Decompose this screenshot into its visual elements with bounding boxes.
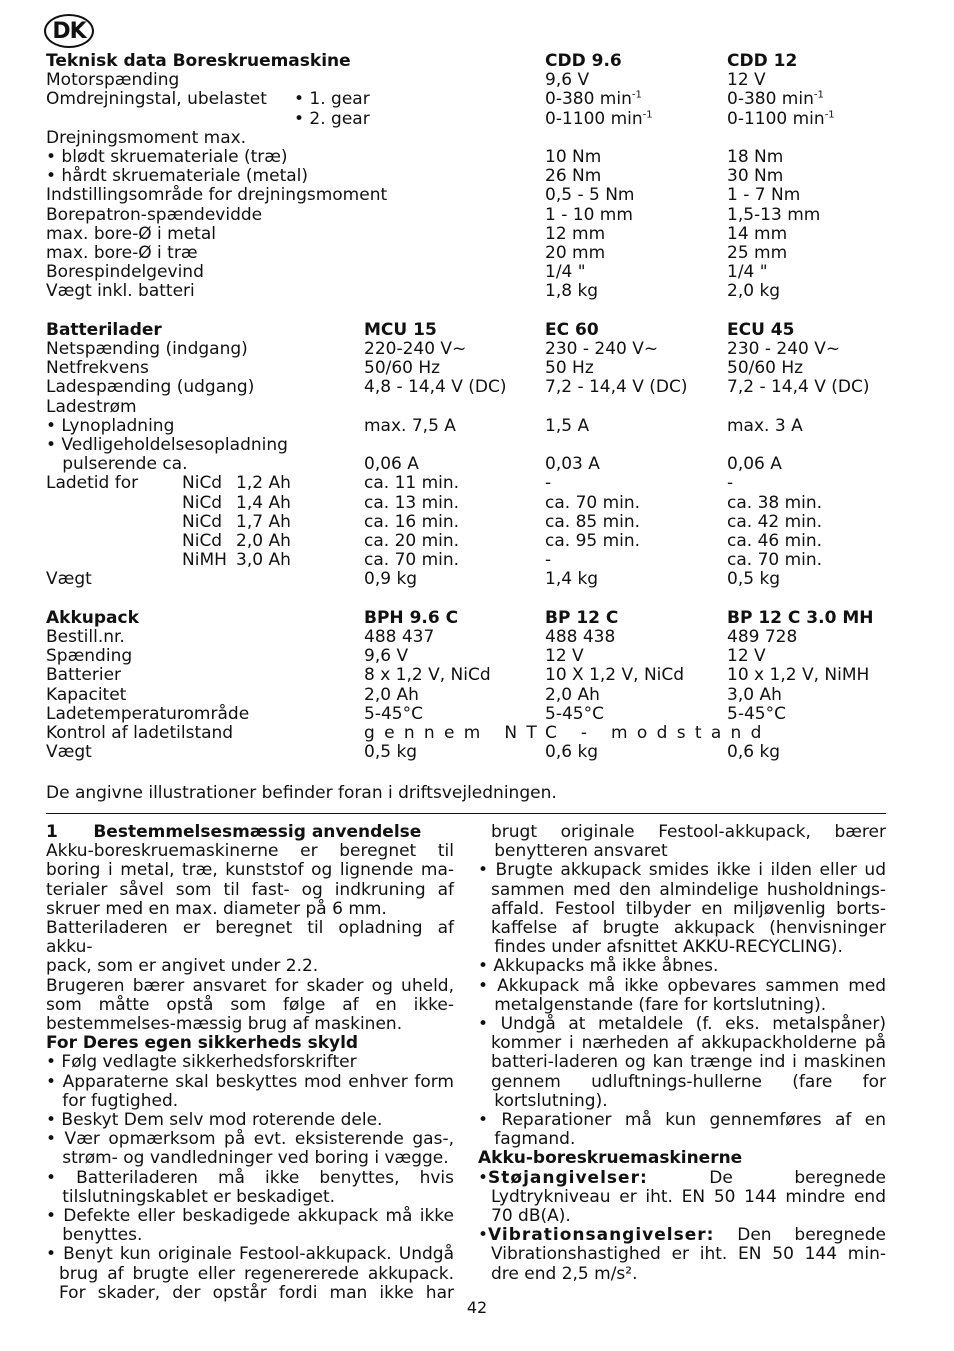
text-line: fagmand. [478, 1129, 576, 1150]
tech-row-value: 9,6 V [545, 70, 590, 91]
text-line: • Vær opmærksom på evt. eksisterende gas-, [46, 1129, 454, 1150]
tech-row-value: 0-380 min [727, 89, 814, 110]
charge-time-value: - [545, 550, 552, 571]
pack-row-value: 3,0 Ah [727, 684, 782, 705]
tech-row-value: 1,8 kg [545, 281, 599, 302]
pack-row-value: 9,6 V [364, 646, 409, 667]
pack-row-value: 12 V [727, 646, 766, 667]
text-line: • Batteriladeren må ikke benyttes, hvis [46, 1167, 454, 1188]
charger-header-mcu15: MCU 15 [364, 319, 437, 340]
tech-title: Teknisk data Boreskruemaskine [46, 51, 351, 71]
text-line: bestemmelses-mæssig brug af maskinen. [46, 1014, 403, 1035]
spec-line [478, 1226, 886, 1245]
battery-type: NiCd [182, 511, 223, 532]
rpm-value [545, 90, 642, 109]
language-code: DK [52, 18, 86, 44]
bullet: • [478, 1225, 489, 1246]
tech-row-value: 1 - 10 mm [545, 204, 633, 225]
text-line: • Akkupacks må ikke åbnes. [478, 956, 719, 977]
noise-vibration-item [478, 1169, 886, 1227]
text-line: kortslutning). [478, 1090, 608, 1111]
charger-row-value: 230 - 240 V~ [727, 339, 841, 359]
charger-weight-value: 0,9 kg [364, 569, 418, 590]
rpm-unit-exponent: -1 [824, 108, 835, 120]
text-line: terialer såvel som til fast- og indkruning af [46, 879, 454, 900]
charge-time-value: ca. 70 min. [545, 492, 641, 513]
text-line: • Apparaterne skal beskyttes mod enhver form [46, 1071, 454, 1092]
charge-time-value: ca. 20 min. [364, 531, 460, 551]
tech-row-value: 26 Nm [545, 166, 602, 187]
section-heading: Akku-boreskruemaskinerne [478, 1148, 743, 1169]
text-line: findes under afsnittet AKKU-RECYCLING). [478, 937, 843, 958]
pack-header-bph96c: BPH 9.6 C [364, 607, 459, 628]
tech-row-value: 18 Nm [727, 147, 784, 167]
charge-time-value: ca. 46 min. [727, 531, 823, 551]
charger-weight-value: 0,5 kg [727, 569, 781, 590]
right-column [478, 823, 886, 1284]
tech-row-label: max. bore-Ø i metal [46, 223, 216, 244]
noise-vibration-item [478, 1226, 886, 1284]
charger-row-value: 0,06 A [727, 454, 782, 475]
rpm-value [545, 110, 653, 129]
pack-row-value: 10 X 1,2 V, NiCd [545, 665, 685, 686]
text-line: som måtte opstå som følge af en ikke- [46, 994, 454, 1015]
charger-weight-label: Vægt [46, 569, 92, 590]
pack-row-value: 10 x 1,2 V, NiMH [727, 665, 870, 686]
pack-row-value: 2,0 Ah [545, 684, 600, 705]
spec-line: 70 dB(A). [491, 1206, 571, 1227]
tech-row-label: Drejningsmoment max. [46, 127, 247, 148]
charger-row-value: 50/60 Hz [364, 358, 441, 379]
rpm-value [727, 110, 835, 129]
charge-time-value: ca. 95 min. [545, 531, 641, 551]
text-line: Brugeren bærer ansvaret for skader og uheld, [46, 975, 454, 996]
battery-type: NiCd [182, 473, 223, 494]
tech-row-value: 1/4 " [727, 262, 768, 283]
text-line: strøm- og vandledninger ved boring i vægge. [46, 1148, 449, 1169]
tech-row-value: 2,0 kg [727, 281, 781, 302]
charger-row-value: 7,2 - 14,4 V (DC) [727, 377, 870, 398]
text-line: sammen med den almindelige husholdnings- [491, 879, 886, 900]
charger-row-label: • Vedligeholdelsesopladning [46, 435, 288, 455]
pack-ntc-label: Kontrol af ladetilstand [46, 723, 234, 743]
text-line: For skader, der opstår fordi man ikke har [59, 1282, 454, 1303]
charge-time-value: ca. 70 min. [364, 550, 460, 571]
text-line: • Følg vedlagte sikkerhedsforskrifter [46, 1052, 357, 1073]
tech-row-value: 0-1100 min [545, 108, 643, 129]
pack-row-label: Ladetemperaturområde [46, 703, 250, 724]
text-line: kommer i nærheden af akkupackholderne på [491, 1033, 886, 1054]
charger-weight-value: 1,4 kg [545, 569, 599, 590]
charger-row-label: Ladestrøm [46, 396, 137, 417]
charger-row-label: pulserende ca. [46, 454, 188, 475]
text-line: gennem udluftnings-hullerne (fare for [491, 1071, 886, 1092]
battery-capacity: 3,0 Ah [236, 550, 291, 571]
charger-row-value: 50/60 Hz [727, 358, 804, 379]
tech-row-value: 30 Nm [727, 166, 784, 187]
pack-row-value: 5-45°C [364, 703, 423, 724]
text-line: brug af brugte eller regenererede akkupack. [59, 1263, 454, 1284]
battery-type: NiMH [182, 550, 227, 571]
tech-row-value: 1,5-13 mm [727, 204, 821, 225]
charger-row-value: 230 - 240 V~ [545, 339, 659, 359]
spec-text: De beregnede [647, 1167, 886, 1188]
pack-title: Akkupack [46, 607, 139, 628]
section-heading: 1 Bestemmelsesmæssig anvendelse [46, 822, 422, 842]
charge-time-label: Ladetid for [46, 473, 139, 494]
text-line: • Akkupack må ikke opbevares sammen med [478, 975, 886, 996]
tech-row-value: 0-1100 min [727, 108, 825, 129]
pack-weight-value: 0,5 kg [364, 742, 418, 763]
text-line: benytteren ansvaret [478, 841, 668, 862]
text-line: kaffelse af brugte akkupack (henvisninger [491, 918, 886, 939]
pack-row-value: 489 728 [727, 627, 798, 647]
charger-title: Batterilader [46, 319, 162, 340]
spec-text: Den beregnede [714, 1225, 886, 1246]
language-badge [44, 14, 94, 48]
rpm-value [727, 90, 824, 109]
charger-row-value: 4,8 - 14,4 V (DC) [364, 377, 507, 398]
illustrations-note: De angivne illustrationer befinder foran i driftsvejledningen. [46, 783, 557, 803]
battery-type: NiCd [182, 531, 223, 551]
spec-line: Vibrationshastighed er iht. EN 50 144 min- [491, 1244, 886, 1265]
tech-row-value: 20 mm [545, 243, 606, 263]
tech-row-sublabel: • 1. gear [294, 89, 370, 110]
text-line: skruer med en max. diameter på 6 mm. [46, 898, 387, 919]
text-line: Batteriladeren er beregnet til opladning af akku- [46, 918, 454, 958]
spec-label: Vibrationsangivelser: [488, 1225, 715, 1246]
tech-row-label: Indstillingsområde for drejningsmoment [46, 185, 388, 206]
pack-header-bp12c: BP 12 C [545, 607, 619, 628]
tech-row-value: 0-380 min [545, 89, 632, 110]
tech-row-value: 1 - 7 Nm [727, 185, 801, 206]
tech-row-label: Borepatron-spændevidde [46, 204, 263, 225]
pack-weight-value: 0,6 kg [727, 742, 781, 763]
spec-label: Støjangivelser: [488, 1167, 648, 1188]
charger-header-ec60: EC 60 [545, 319, 599, 340]
text-line: brugt originale Festool-akkupack, bærer [491, 822, 886, 842]
text-line: • Reparationer må kun gennemføres af en [478, 1110, 886, 1131]
battery-capacity: 1,4 Ah [236, 492, 291, 513]
charger-header-ecu45: ECU 45 [727, 319, 795, 340]
section-divider [46, 813, 886, 814]
spec-line: Lydtrykniveau er iht. EN 50 144 mindre end [491, 1186, 886, 1207]
rpm-unit-exponent: -1 [813, 89, 824, 101]
battery-capacity: 1,2 Ah [236, 473, 291, 494]
tech-row-label: Omdrejningstal, ubelastet [46, 89, 267, 110]
text-line: boring i metal, træ, kunststof og lignende ma- [46, 860, 454, 881]
text-line: affald. Festool tilbyder en miljøvenlig borts- [491, 898, 886, 919]
charge-time-value: - [545, 473, 552, 494]
rpm-unit-exponent: -1 [631, 89, 642, 101]
charge-time-value: ca. 13 min. [364, 492, 460, 513]
charger-row-value: max. 7,5 A [364, 415, 456, 436]
text-line: • Benyt kun originale Festool-akkupack. Undgå [46, 1244, 454, 1265]
charge-time-value: - [727, 473, 734, 494]
charger-row-label: Netfrekvens [46, 358, 149, 379]
text-line: pack, som er angivet under 2.2. [46, 956, 319, 977]
charger-row-label: Ladespænding (udgang) [46, 377, 255, 398]
bullet: • [478, 1167, 489, 1188]
spec-line: dre end 2,5 m/s². [491, 1263, 638, 1284]
pack-row-value: 5-45°C [727, 703, 786, 724]
charge-time-value: ca. 70 min. [727, 550, 823, 571]
text-line: tilslutningskablet er beskadiget. [46, 1186, 336, 1207]
tech-row-value: 1/4 " [545, 262, 586, 283]
tech-row-sublabel: • 2. gear [294, 108, 370, 129]
battery-capacity: 1,7 Ah [236, 511, 291, 532]
tech-row-label: max. bore-Ø i træ [46, 243, 198, 263]
charger-row-value: 1,5 A [545, 415, 590, 436]
pack-row-value: 12 V [545, 646, 584, 667]
spec-line [478, 1169, 886, 1188]
charge-time-value: ca. 42 min. [727, 511, 823, 532]
pack-ntc-value: gennem NTC - modstand [364, 723, 771, 743]
pack-row-value: 5-45°C [545, 703, 604, 724]
tech-row-value: 10 Nm [545, 147, 602, 167]
charger-row-value: 7,2 - 14,4 V (DC) [545, 377, 688, 398]
tech-row-label: • hårdt skruemateriale (metal) [46, 166, 309, 187]
charger-row-label: • Lynopladning [46, 415, 175, 436]
charger-row-value: 220-240 V~ [364, 339, 467, 359]
charger-row-label: Netspænding (indgang) [46, 339, 248, 359]
text-line: Akku-boreskruemaskinerne er beregnet til [46, 841, 454, 862]
pack-weight-value: 0,6 kg [545, 742, 599, 763]
text-line: • Beskyt Dem selv mod roterende dele. [46, 1110, 383, 1131]
tech-row-value: 0,5 - 5 Nm [545, 185, 635, 206]
charge-time-value: ca. 38 min. [727, 492, 823, 513]
pack-row-value: 2,0 Ah [364, 684, 419, 705]
tech-row-value: 14 mm [727, 223, 788, 244]
section-heading: For Deres egen sikkerheds skyld [46, 1033, 359, 1054]
charger-row-value: max. 3 A [727, 415, 803, 436]
charger-row-value: 50 Hz [545, 358, 594, 379]
left-column [46, 823, 454, 1303]
page-number: 42 [466, 1298, 488, 1317]
battery-type: NiCd [182, 492, 223, 513]
charge-time-value: ca. 11 min. [364, 473, 460, 494]
text-line: • Undgå at metaldele (f. eks. metalspåner) [478, 1014, 886, 1035]
tech-row-label: Vægt inkl. batteri [46, 281, 195, 302]
pack-row-label: Batterier [46, 665, 122, 686]
pack-row-value: 488 438 [545, 627, 616, 647]
tech-row-value: 25 mm [727, 243, 788, 263]
pack-row-label: Spænding [46, 646, 133, 667]
pack-row-label: Bestill.nr. [46, 627, 125, 647]
text-line: benyttes. [46, 1225, 143, 1246]
tech-header-cdd96: CDD 9.6 [545, 51, 622, 71]
pack-weight-label: Vægt [46, 742, 92, 763]
pack-header-bp12c30mh: BP 12 C 3.0 MH [727, 607, 874, 628]
tech-header-cdd12: CDD 12 [727, 51, 798, 71]
charge-time-value: ca. 85 min. [545, 511, 641, 532]
text-line: batteri-laderen og kan trænge ind i maskinen [491, 1052, 886, 1073]
pack-row-value: 8 x 1,2 V, NiCd [364, 665, 491, 686]
tech-row-value: 12 mm [545, 223, 606, 244]
rpm-unit-exponent: -1 [642, 108, 653, 120]
text-line: for fugtighed. [46, 1090, 179, 1111]
charger-row-value: 0,06 A [364, 454, 419, 475]
tech-row-label: Motorspænding [46, 70, 180, 91]
charger-row-value: 0,03 A [545, 454, 600, 475]
text-line: metalgenstande (fare for kortslutning). [478, 994, 827, 1015]
tech-row-label: Borespindelgevind [46, 262, 204, 283]
tech-row-value: 12 V [727, 70, 766, 91]
text-line: • Brugte akkupack smides ikke i ilden eller ud [478, 860, 886, 881]
pack-row-value: 488 437 [364, 627, 435, 647]
pack-row-label: Kapacitet [46, 684, 127, 705]
tech-row-label: • blødt skruemateriale (træ) [46, 147, 288, 167]
charge-time-value: ca. 16 min. [364, 511, 460, 532]
text-line: • Defekte eller beskadigede akkupack må ikke [46, 1206, 454, 1227]
battery-capacity: 2,0 Ah [236, 531, 291, 551]
